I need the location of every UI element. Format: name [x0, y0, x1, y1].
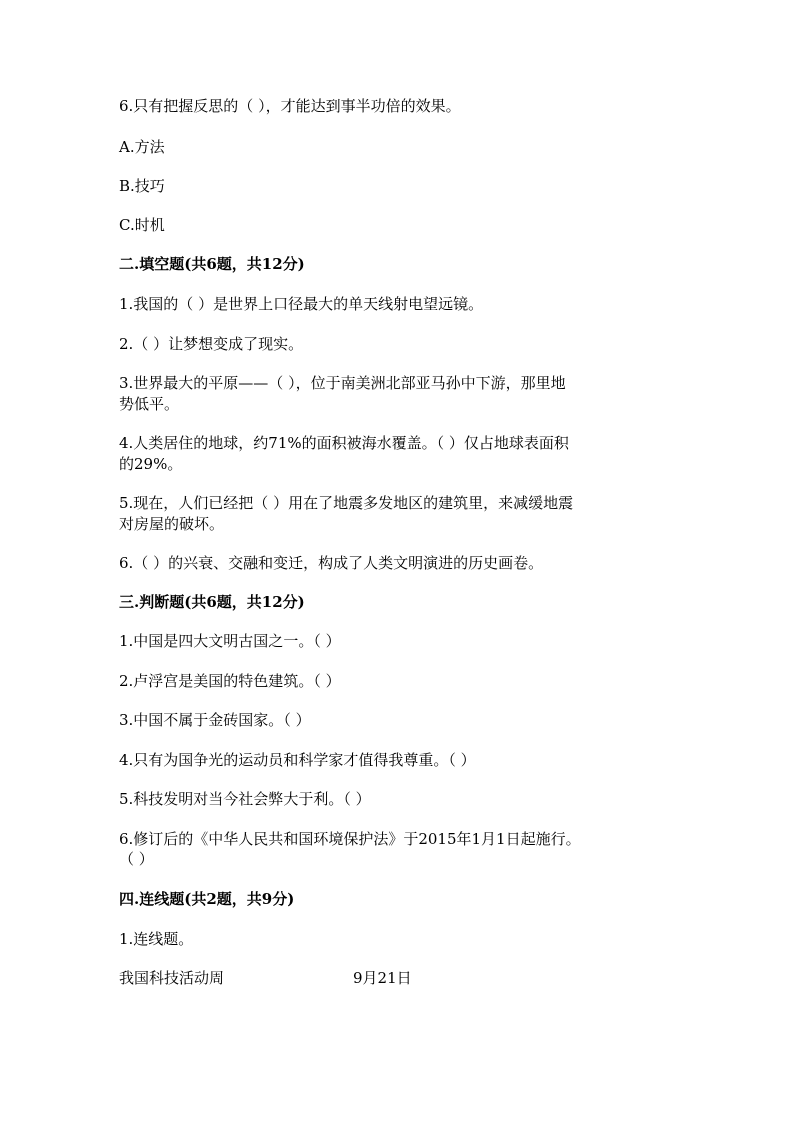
match-section-heading: 四.连线题(共2题，共9分)	[119, 890, 295, 908]
choice-question-6: 6.只有把握反思的（ ），才能达到事半功倍的效果。	[119, 97, 461, 115]
match-right-item-1: 9月21日	[353, 969, 412, 987]
match-left-item-1: 我国科技活动周	[119, 969, 225, 987]
judge-question-6-line-1: 6.修订后的《中华人民共和国环境保护法》于2015年1月1日起施行。	[119, 830, 581, 848]
fill-section-heading: 二.填空题(共6题，共12分)	[119, 255, 305, 273]
fill-question-5-line-2: 对房屋的破坏。	[119, 515, 225, 533]
judge-section-heading: 三.判断题(共6题，共12分)	[119, 593, 305, 611]
fill-question-4-line-2: 的29%。	[119, 455, 183, 473]
match-question-1: 1.连线题。	[119, 930, 194, 948]
fill-question-2: 2.（ ）让梦想变成了现实。	[119, 335, 304, 353]
fill-question-5-line-1: 5.现在，人们已经把（ ）用在了地震多发地区的建筑里，来减缓地震	[119, 494, 574, 512]
choice-option-b: B.技巧	[119, 177, 165, 195]
fill-question-3-line-2: 势低平。	[119, 395, 180, 413]
fill-question-4-line-1: 4.人类居住的地球，约71%的面积被海水覆盖。（ ）仅占地球表面积	[119, 434, 569, 452]
fill-question-1: 1.我国的（ ）是世界上口径最大的单天线射电望远镜。	[119, 295, 484, 313]
fill-question-3-line-1: 3.世界最大的平原——（ ），位于南美洲北部亚马孙中下游，那里地	[119, 374, 566, 392]
judge-question-6-line-2: （ ）	[119, 850, 154, 868]
judge-question-2: 2.卢浮宫是美国的特色建筑。（ ）	[119, 672, 341, 690]
judge-question-4: 4.只有为国争光的运动员和科学家才值得我尊重。（ ）	[119, 751, 476, 769]
judge-question-5: 5.科技发明对当今社会弊大于利。（ ）	[119, 790, 371, 808]
judge-question-1: 1.中国是四大文明古国之一。（ ）	[119, 632, 341, 650]
judge-question-3: 3.中国不属于金砖国家。（ ）	[119, 711, 311, 729]
fill-question-6: 6.（ ）的兴衰、交融和变迁，构成了人类文明演进的历史画卷。	[119, 554, 544, 572]
choice-option-a: A.方法	[119, 138, 165, 156]
choice-option-c: C.时机	[119, 216, 165, 234]
